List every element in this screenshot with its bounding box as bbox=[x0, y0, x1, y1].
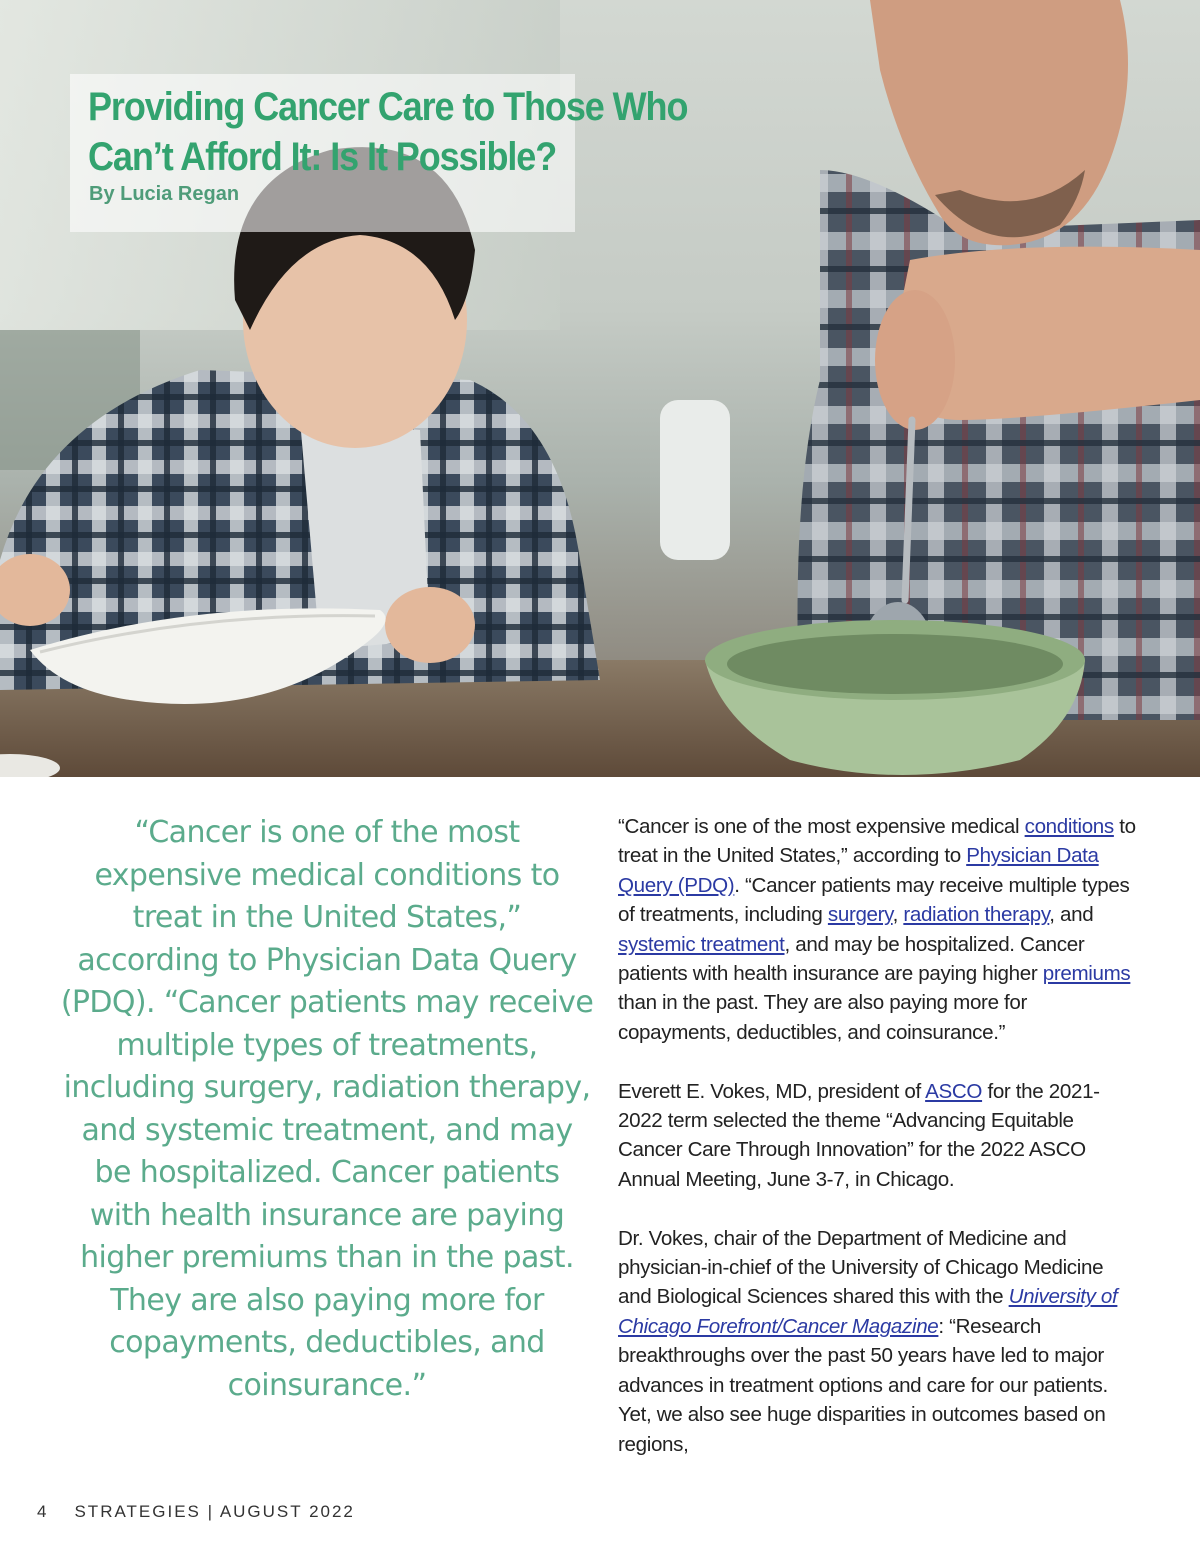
body-text: than in the past. They are also paying more for copayments, deductibles, and coinsurance.” bbox=[618, 991, 1028, 1044]
body-text: to treat in the United States,” according to bbox=[618, 815, 1136, 868]
link-forefront-magazine[interactable]: University of Chicago Forefront/Cancer Magazine bbox=[618, 1285, 1118, 1338]
body-paragraph-2 bbox=[618, 1077, 1138, 1195]
page-footer bbox=[37, 1502, 355, 1522]
body-text: , and may be hospitalized. Cancer patients with health insurance are paying higher bbox=[618, 932, 1085, 986]
link-asco[interactable]: ASCO bbox=[925, 1079, 983, 1103]
body-text: Dr. Vokes, chair of the Department of Medicine and physician-in-chief of the University of Chicago Medicine and Biological Sciences shared this with the bbox=[618, 1226, 1104, 1309]
link-surgery[interactable]: surgery bbox=[827, 903, 893, 927]
pull-quote: “Cancer is one of the most expensive medical conditions to treat in the United States,” according to Physician Data Query (PDQ). “Cancer patients may receive multiple types of treatments, including surgery, radiation therapy, and systemic treatment, and may be hospitalized. Cancer patients with health insurance are paying higher premiums than in the past. They are also paying more for copayments, deductibles, and coinsurance.” bbox=[60, 815, 594, 1403]
link-premiums[interactable]: premiums bbox=[1042, 962, 1131, 986]
body-paragraph-3 bbox=[618, 1224, 1138, 1459]
page-number: 4 bbox=[37, 1502, 49, 1521]
link-pdq[interactable]: Physician Data Query (PDQ) bbox=[618, 844, 1099, 897]
body-text: , bbox=[892, 903, 904, 927]
link-radiation-therapy[interactable]: radiation therapy bbox=[903, 903, 1050, 927]
article-byline: By Lucia Regan bbox=[89, 183, 240, 205]
link-systemic-treatment[interactable]: systemic treatment bbox=[618, 932, 785, 956]
body-text: , and bbox=[1049, 903, 1094, 927]
publication-line: STRATEGIES | AUGUST 2022 bbox=[74, 1502, 355, 1521]
body-text: for the 2021-2022 term selected the theme “Advancing Equitable Cancer Care Through Innovation” for the 2022 ASCO Annual Meeting, June 3-7, in Chicago. bbox=[618, 1079, 1100, 1191]
body-paragraph-1 bbox=[618, 812, 1138, 1047]
article-title: Providing Cancer Care to Those Who Can’t Afford It: Is It Possible? bbox=[88, 85, 688, 179]
body-text: . “Cancer patients may receive multiple types of treatments, including bbox=[618, 873, 1130, 927]
link-conditions[interactable]: conditions bbox=[1024, 815, 1114, 838]
body-text: Everett E. Vokes, MD, president of bbox=[618, 1079, 926, 1103]
body-text: : “Research breakthroughs over the past 50 years have led to major advances in treatment options and care for our patients. Yet, we also see huge disparities in outcomes based on regions, bbox=[618, 1314, 1108, 1456]
body-text: “Cancer is one of the most expensive medical bbox=[618, 815, 1025, 838]
article-body bbox=[618, 812, 1138, 1488]
